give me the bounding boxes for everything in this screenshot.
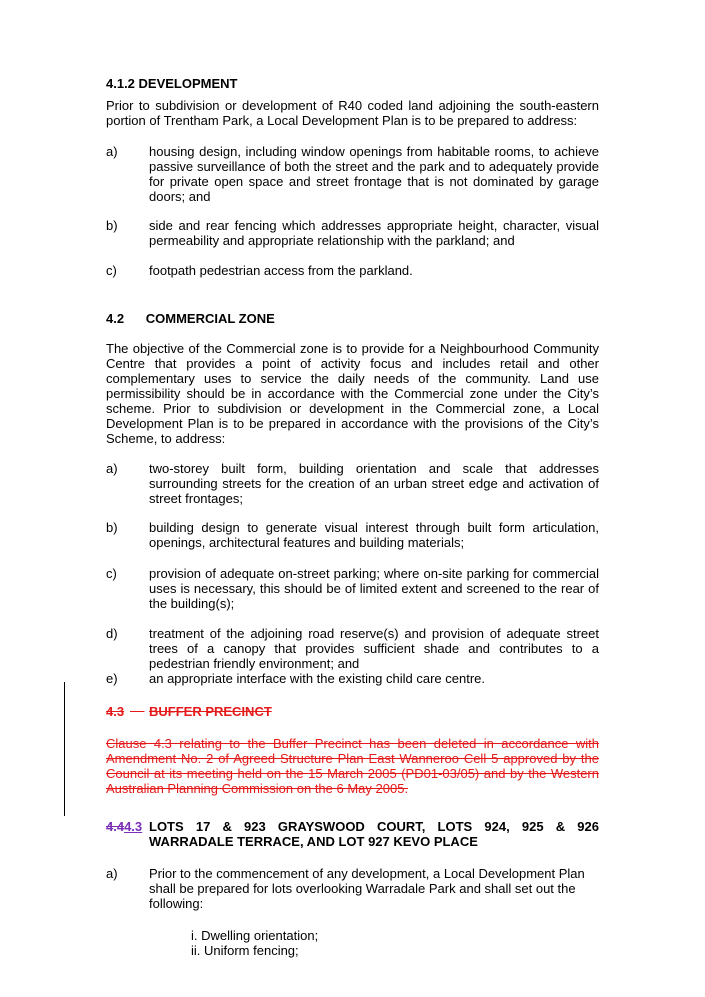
deleted-number: 4.4 — [106, 819, 125, 834]
list-label-c: c) — [106, 263, 117, 278]
list-label-c: c) — [106, 566, 117, 581]
list-label-a: a) — [106, 461, 118, 476]
heading-4-4-number — [106, 819, 142, 834]
list-label-e: e) — [106, 671, 118, 686]
list-item-e: an appropriate interface with the existing child care centre. — [149, 671, 486, 686]
list-label-d: d) — [106, 626, 118, 641]
list-item-a: Prior to the commencement of any development, a Local Development Plan shall be prepared for lots overlooking Warradale Park and shall set out the following: — [149, 866, 585, 911]
revision-change-bar — [64, 682, 65, 816]
list-item-c: provision of adequate on-street parking; where on-site parking for commercial uses is necessary, this should be of limited extent and screened to the rear of the building(s); — [149, 566, 599, 611]
sub-item-ii: ii. Uniform fencing; — [191, 943, 299, 958]
heading-4-3-number: 4.3 — [106, 704, 125, 719]
list-label-b: b) — [106, 520, 118, 535]
heading-4-3-strike-gap — [130, 704, 149, 719]
inserted-number: 4.3 — [124, 819, 143, 834]
list-item-c: footpath pedestrian access from the parkland. — [149, 263, 413, 278]
sub-item-i: i. Dwelling orientation; — [191, 928, 319, 943]
list-label-a: a) — [106, 144, 118, 159]
list-item-a: two-storey built form, building orientation and scale that addresses surrounding streets for the creation of an urban street edge and activation of street frontages; — [149, 461, 599, 506]
paragraph-4-1-2-intro: Prior to subdivision or development of R40 coded land adjoining the south-eastern portion of Trentham Park, a Local Development Plan is to be prepared to address: — [106, 98, 599, 128]
list-item-b: building design to generate visual interest through built form articulation, openings, architectural features and building materials; — [149, 520, 599, 550]
heading-4-1-2: 4.1.2 DEVELOPMENT — [106, 76, 238, 91]
list-label-b: b) — [106, 218, 118, 233]
paragraph-4-2-intro: The objective of the Commercial zone is to provide for a Neighbourhood Community Centre that provides a point of activity focus and includes retail and other complementary uses to service the daily needs of the community. Land use permissibility should be in accordance with the Commercial zone under the City’s scheme. Prior to subdivision or development in the Commercial zone, a Local Development Plan is to be prepared in accordance with the provisions of the City’s Scheme, to address: — [106, 341, 599, 446]
paragraph-4-3-deleted: Clause 4.3 relating to the Buffer Precinct has been deleted in accordance with Amendment No. 2 of Agreed Structure Plan East Wanneroo Cell 5 approved by the Council at its meeting held on the 15 March 2005 (PD01-03/05) and by the Western Australian Planning Commission on the 6 May 2005. — [106, 736, 599, 796]
heading-4-4-title-line1: LOTS 17 & 923 GRAYSWOOD COURT, LOTS 924, 925 & 926 — [149, 819, 599, 834]
list-item-b: side and rear fencing which addresses appropriate height, character, visual permeability and appropriate relationship with the parkland; and — [149, 218, 599, 248]
list-item-d: treatment of the adjoining road reserve(s) and provision of adequate street trees of a canopy that provides sufficient shade and contributes to a pedestrian friendly environment; and — [149, 626, 599, 671]
heading-4-4-title-line2: WARRADALE TERRACE, AND LOT 927 KEVO PLACE — [149, 834, 478, 849]
heading-4-2: 4.2 COMMERCIAL ZONE — [106, 311, 275, 326]
heading-4-3-title: BUFFER PRECINCT — [149, 704, 272, 719]
list-label-a: a) — [106, 866, 118, 881]
list-item-a: housing design, including window openings from habitable rooms, to achieve passive surveillance of both the street and the park and to adequately provide for private open space and street frontage that is not dominated by garage doors; and — [149, 144, 599, 204]
